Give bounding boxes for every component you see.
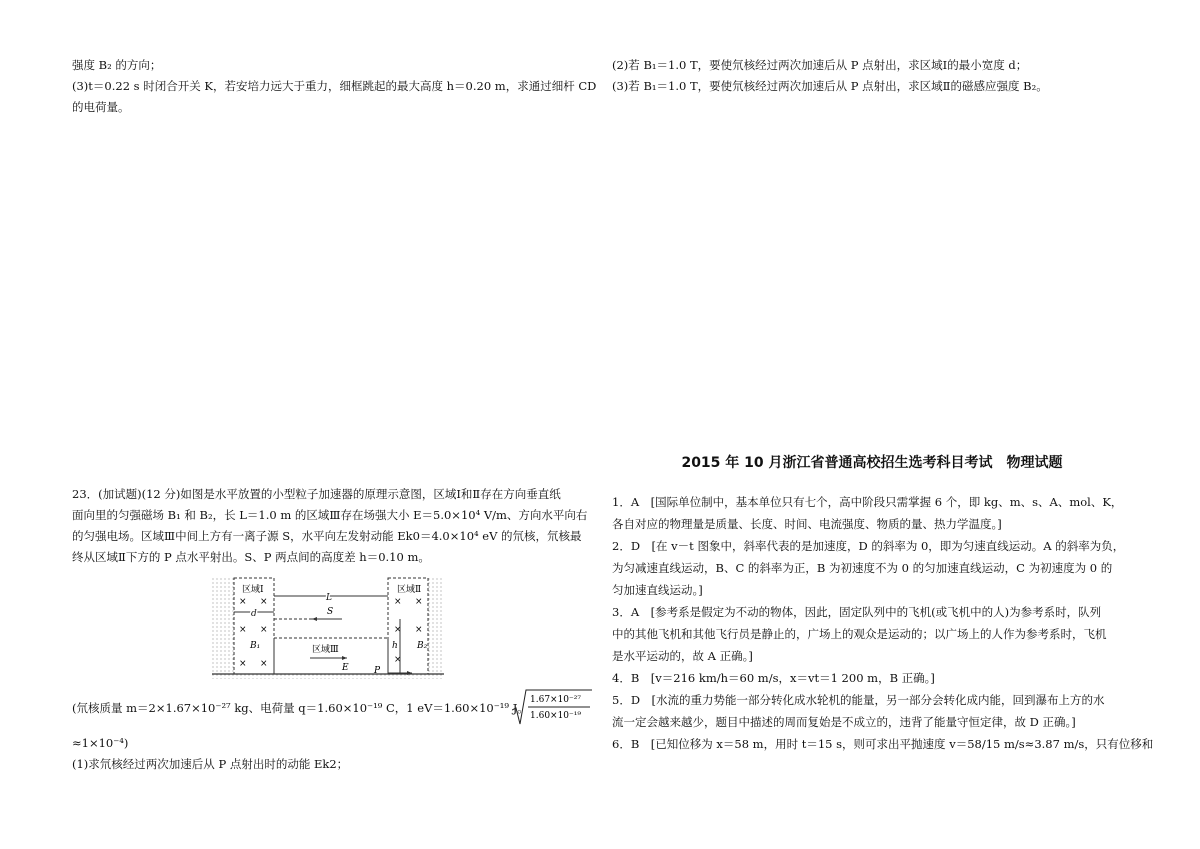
q23-approx: ≈1×10⁻⁴) [72, 736, 129, 750]
answer-line: 为匀减速直线运动，B、C 的斜率为正，B 为初速度不为 0 的匀加速直线运动，C 为初速度为 0 的 [612, 561, 1113, 575]
right-line-1: (2)若 B₁＝1.0 T，要使氘核经过两次加速后从 P 点射出，求区域Ⅰ的最小宽度 d； [612, 58, 1028, 72]
cross-mark: × [394, 597, 402, 607]
sqrt-expression [512, 688, 592, 728]
answer-line: 匀加速直线运动。] [612, 583, 703, 597]
q23-data-line: (氘核质量 m＝2×1.67×10⁻²⁷ kg、电荷量 q＝1.60×10⁻¹⁹ C，1 eV＝1.60×10⁻¹⁹ J。 [72, 701, 529, 715]
cross-mark: × [415, 625, 423, 635]
S-arrowhead [312, 617, 317, 621]
answer-line: 6．B [已知位移为 x＝58 m，用时 t＝15 s，则可求出平抛速度 v＝58/15 m/s≈3.87 m/s，只有位移和 [612, 737, 1154, 751]
answer-line: 4．B [v＝216 km/h＝60 m/s，x＝vt＝1 200 m，B 正确。] [612, 671, 935, 685]
answer-line: 中的其他飞机和其他飞行员是静止的，广场上的观众是运动的；以广场上的人作为参考系时，飞机 [612, 627, 1107, 641]
cross-mark: × [394, 625, 402, 635]
q23-tail [72, 733, 592, 775]
q23-sub1: (1)求氘核经过两次加速后从 P 点射出时的动能 Ek2； [72, 757, 349, 771]
cross-mark: × [415, 597, 423, 607]
left-line-1: 强度 B₂ 的方向； [72, 58, 162, 72]
left-line-3: 的电荷量。 [72, 100, 130, 114]
q23-line-1: 23．(加试题)(12 分)如图是水平放置的小型粒子加速器的原理示意图，区域Ⅰ和Ⅱ存在方向垂直纸 [72, 487, 561, 501]
label-E: E [342, 663, 349, 673]
accelerator-diagram [212, 574, 450, 680]
label-h: h [392, 641, 398, 651]
label-L: L [326, 593, 332, 603]
label-S: S [327, 607, 334, 617]
region-3-box [274, 638, 388, 674]
label-P: P [374, 666, 381, 676]
left-line-2: (3)t＝0.22 s 时闭合开关 K，若安培力远大于重力，细框跳起的最大高度 h＝0.20 m，求通过细杆 CD [72, 79, 597, 93]
label-B2: B₂ [417, 641, 428, 651]
q23-line-3: 的匀强电场。区域Ⅲ中间上方有一离子源 S，水平向左发射动能 Ek0＝4.0×10⁴ eV 的氘核，氘核最 [72, 529, 582, 543]
region-1-label: 区域Ⅰ [242, 585, 264, 595]
answer-line: 流一定会越来越少，题目中描述的周而复始是不成立的，违背了能量守恒定律，故 D 正确。] [612, 715, 1076, 729]
answers-list [612, 491, 1154, 755]
question-23 [72, 484, 592, 568]
cross-mark: × [239, 659, 247, 669]
label-B1: B₁ [250, 641, 261, 651]
shade-right [428, 578, 444, 674]
answer-line: 各自对应的物理量是质量、长度、时间、电流强度、物质的量、热力学温度。] [612, 517, 1002, 531]
cross-mark: × [260, 625, 268, 635]
cross-mark: × [260, 659, 268, 669]
answer-line: 5．D [水流的重力势能一部分转化成水轮机的能量，另一部分会转化成内能，回到瀑布上方的水 [612, 693, 1105, 707]
cross-mark: × [239, 625, 247, 635]
shade-left [212, 578, 234, 674]
region-2-label: 区域Ⅱ [397, 585, 422, 595]
q23-line-2: 面向里的匀强磁场 B₁ 和 B₂，长 L＝1.0 m 的区域Ⅲ存在场强大小 E＝5.0×10⁴ V/m、方向水平向右 [72, 508, 588, 522]
answer-line: 2．D [在 v－t 图象中，斜率代表的是加速度，D 的斜率为 0，即为匀速直线运动。A 的斜率为负， [612, 539, 1125, 553]
label-d: d [251, 609, 257, 619]
region-3-label: 区域Ⅲ [312, 645, 339, 655]
answers-title: 2015 年 10 月浙江省普通高校招生选考科目考试 物理试题 [681, 455, 1063, 471]
cross-mark: × [394, 655, 402, 665]
sqrt-numerator: 1.67×10⁻²⁷ [530, 695, 581, 705]
right-top-text [612, 55, 1132, 97]
cross-mark: × [260, 597, 268, 607]
sqrt-denominator: 1.60×10⁻¹⁹ [530, 711, 581, 721]
ground-shade [212, 674, 444, 679]
right-line-2: (3)若 B₁＝1.0 T，要使氘核经过两次加速后从 P 点射出，求区域Ⅱ的磁感应强度 B₂。 [612, 79, 1048, 93]
left-top-text [72, 55, 597, 118]
answer-line: 是水平运动的，故 A 正确。] [612, 649, 753, 663]
cross-mark: × [239, 597, 247, 607]
q23-line-4: 终从区域Ⅱ下方的 P 点水平射出。S、P 两点间的高度差 h＝0.10 m。 [72, 550, 430, 564]
answer-line: 1．A [国际单位制中，基本单位只有七个，高中阶段只需掌握 6 个，即 kg、m、s、A、mol、K， [612, 495, 1123, 509]
answer-line: 3．A [参考系是假定为不动的物体，因此，固定队列中的飞机(或飞机中的人)为参考系时，队列 [612, 605, 1102, 619]
E-arrowhead [342, 656, 347, 660]
